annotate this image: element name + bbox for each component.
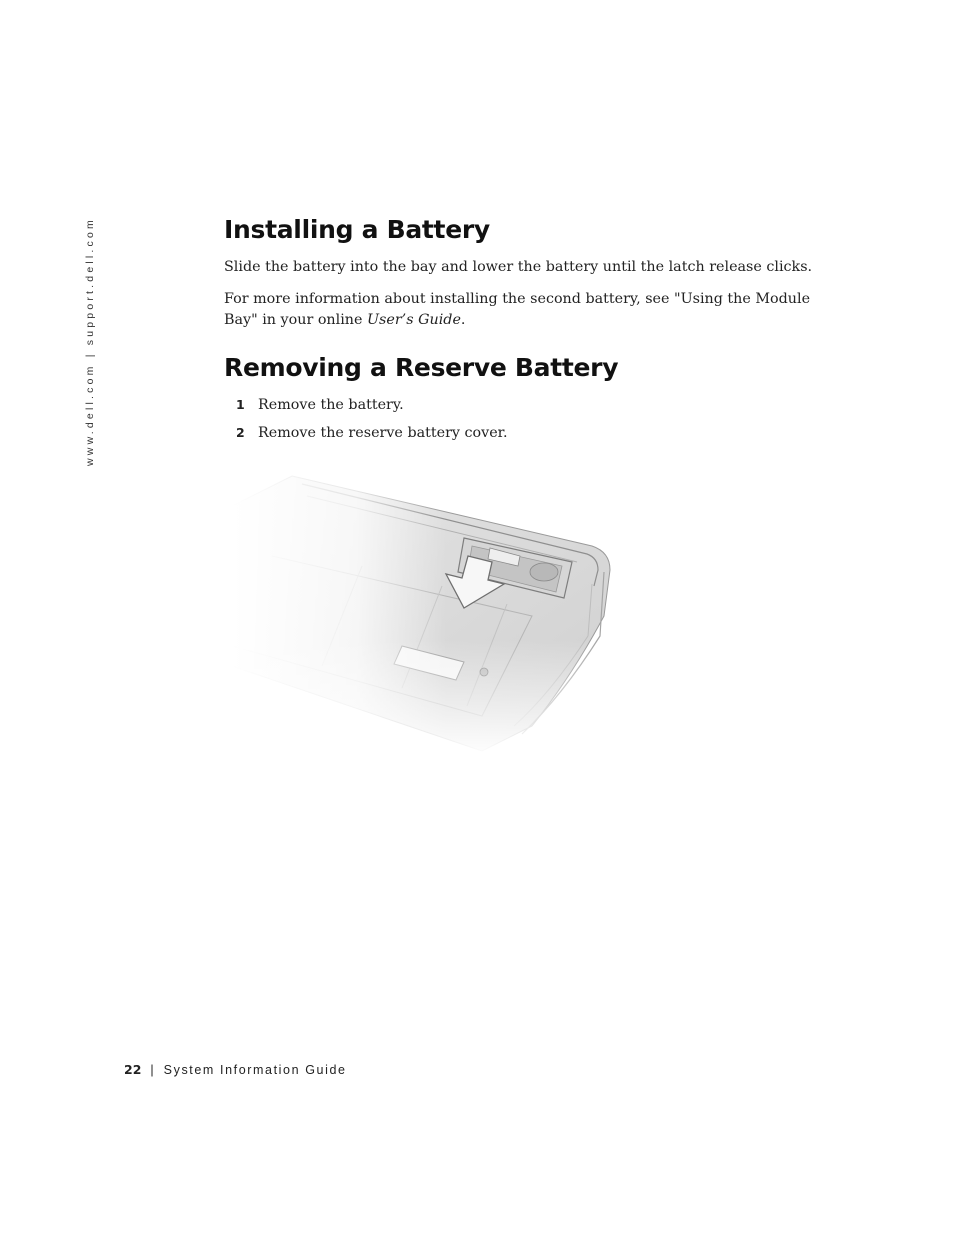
heading-installing-battery: Installing a Battery: [224, 215, 490, 244]
paragraph-more-information: [224, 289, 814, 331]
step-number: 2: [236, 425, 245, 440]
step-number: 1: [236, 397, 245, 412]
paragraph-slide-battery: Slide the battery into the bay and lower the battery until the latch release clicks.: [224, 259, 813, 275]
reserve-battery-cover-illustration: [232, 466, 622, 756]
heading-removing-reserve-battery: Removing a Reserve Battery: [224, 353, 619, 382]
users-guide-reference: User’s Guide: [367, 312, 461, 328]
step-text: Remove the reserve battery cover.: [258, 425, 508, 441]
step-text: Remove the battery.: [258, 397, 404, 413]
paragraph-more-info-period: .: [460, 312, 466, 328]
footer-separator: |: [150, 1063, 154, 1077]
paragraph-more-info-text: For more information about installing the second battery, see "Using the Module Bay" in your online: [224, 291, 811, 328]
guide-title: System Information Guide: [163, 1063, 347, 1077]
page-number: 22: [124, 1062, 142, 1077]
page-footer: [124, 1062, 347, 1077]
laptop-underside-drawing: [232, 466, 622, 756]
sidebar-url: www.dell.com | support.dell.com: [84, 217, 96, 466]
